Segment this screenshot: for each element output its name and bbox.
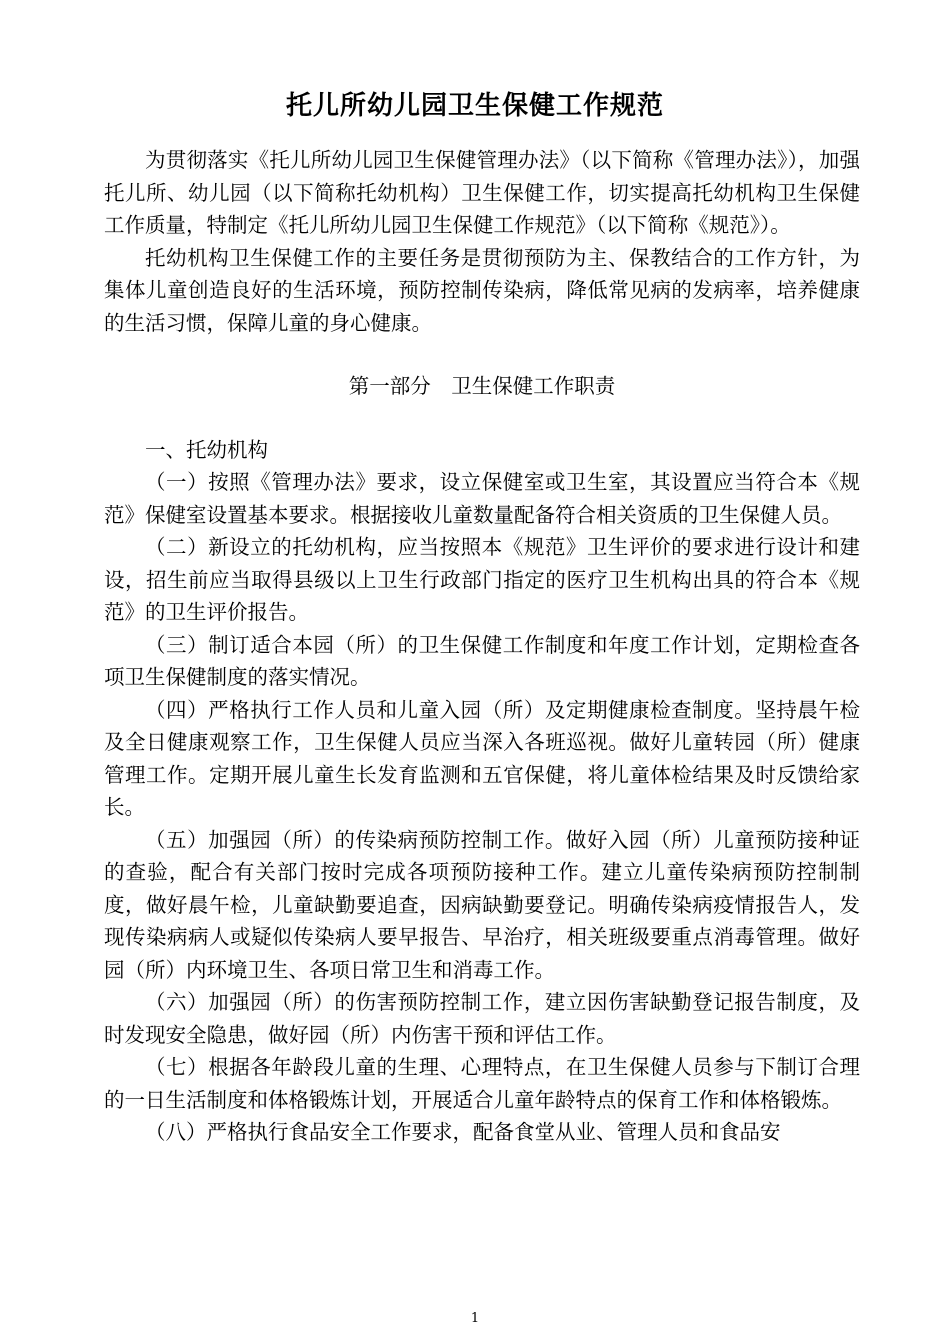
sub-heading: 一、托幼机构 bbox=[145, 437, 268, 462]
document-body bbox=[104, 144, 860, 1149]
list-item: （八）严格执行食品安全工作要求，配备食堂从业、管理人员和食品安 bbox=[145, 1120, 781, 1144]
list-item: （六）加强园（所）的伤害预防控制工作，建立因伤害缺勤登记报告制度，及时发现安全隐患，做好园（所）内伤害干预和评估工作。 bbox=[104, 990, 860, 1047]
list-item: （五）加强园（所）的传染病预防控制工作。做好入园（所）儿童预防接种证的查验，配合有关部门按时完成各项预防接种工作。建立儿童传染病预防控制制度，做好晨午检，儿童缺勤要追查，因病缺勤要登记。明确传染病疫情报告人，发现传染病病人或疑似传染病人要早报告、早治疗，相关班级要重点消毒管理。做好园（所）内环境卫生、各项日常卫生和消毒工作。 bbox=[104, 827, 860, 982]
list-item: （二）新设立的托幼机构，应当按照本《规范》卫生评价的要求进行设计和建设，招生前应当取得县级以上卫生行政部门指定的医疗卫生机构出具的符合本《规范》的卫生评价报告。 bbox=[104, 535, 860, 624]
list-item: （一）按照《管理办法》要求，设立保健室或卫生室，其设置应当符合本《规范》保健室设置基本要求。根据接收儿童数量配备符合相关资质的卫生保健人员。 bbox=[104, 470, 860, 527]
intro-paragraph: 为贯彻落实《托儿所幼儿园卫生保健管理办法》（以下简称《管理办法》），加强托儿所、幼儿园（以下简称托幼机构）卫生保健工作，切实提高托幼机构卫生保健工作质量，特制定《托儿所幼儿园卫生保健工作规范》（以下简称《规范》）。 bbox=[104, 148, 860, 237]
list-item: （三）制订适合本园（所）的卫生保健工作制度和年度工作计划，定期检查各项卫生保健制度的落实情况。 bbox=[104, 632, 860, 689]
intro-paragraph: 托幼机构卫生保健工作的主要任务是贯彻预防为主、保教结合的工作方针，为集体儿童创造良好的生活环境，预防控制传染病，降低常见病的发病率，培养健康的生活习惯，保障儿童的身心健康。 bbox=[104, 245, 860, 335]
section-heading: 第一部分 卫生保健工作职责 bbox=[348, 374, 616, 398]
document-title: 托儿所幼儿园卫生保健工作规范 bbox=[285, 91, 664, 121]
page-number: 1 bbox=[470, 1311, 480, 1326]
list-item: （七）根据各年龄段儿童的生理、心理特点，在卫生保健人员参与下制订合理的一日生活制度和体格锻炼计划，开展适合儿童年龄特点的保育工作和体格锻炼。 bbox=[104, 1055, 860, 1112]
list-item: （四）严格执行工作人员和儿童入园（所）及定期健康检查制度。坚持晨午检及全日健康观察工作，卫生保健人员应当深入各班巡视。做好儿童转园（所）健康管理工作。定期开展儿童生长发育监测和五官保健，将儿童体检结果及时反馈给家长。 bbox=[104, 697, 860, 819]
